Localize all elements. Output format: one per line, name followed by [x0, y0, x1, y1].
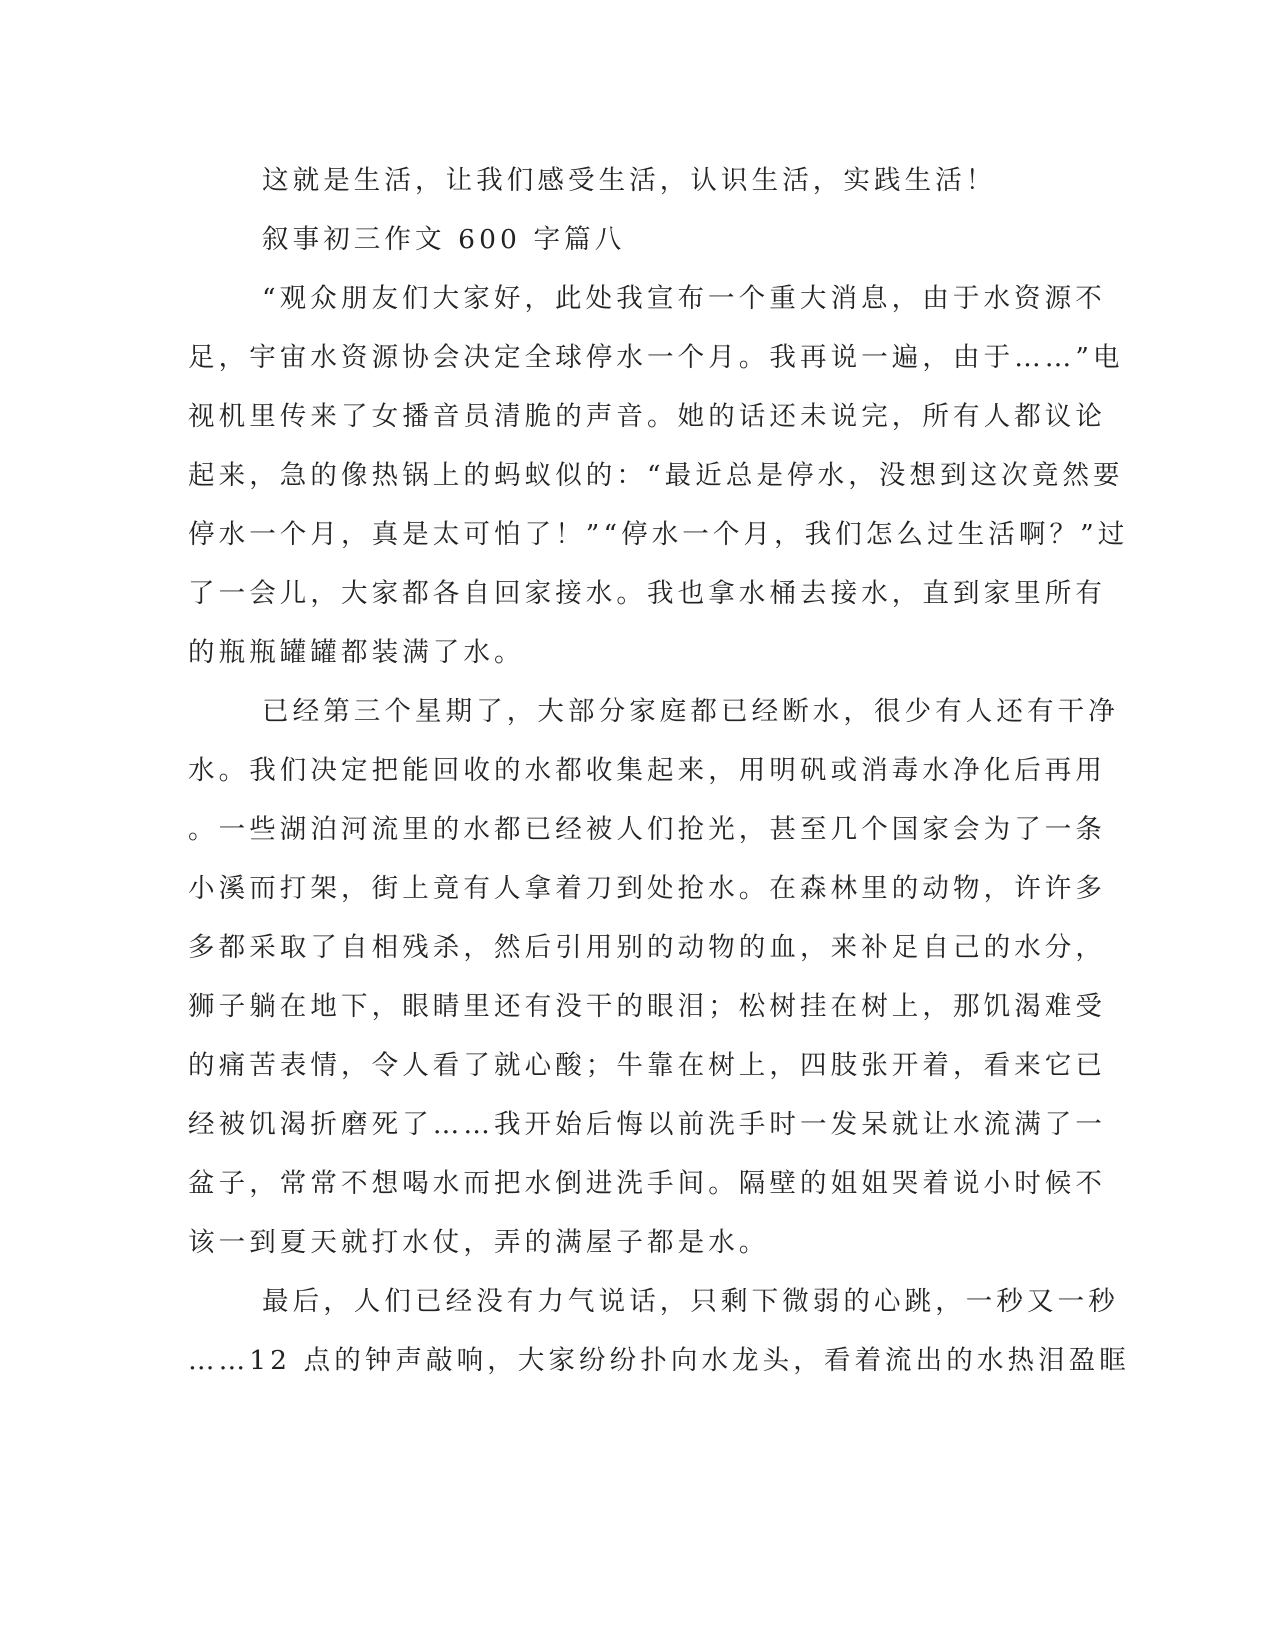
text-line: 已经第三个星期了，大部分家庭都已经断水，很少有人还有干净: [262, 696, 1119, 727]
text-line: 多都采取了自相残杀，然后引用别的动物的血，来补足自己的水分，: [188, 932, 1106, 963]
text-line: 盆子，常常不想喝水而把水倒进洗手间。隔壁的姐姐哭着说小时候不: [188, 1168, 1106, 1199]
text-line: 小溪而打架，街上竟有人拿着刀到处抢水。在森林里的动物，许许多: [188, 873, 1106, 904]
text-line: “观众朋友们大家好，此处我宣布一个重大消息，由于水资源不: [262, 283, 1106, 314]
text-line: 的痛苦表情，令人看了就心酸；牛靠在树上，四肢张开着，看来它已: [188, 1050, 1106, 1081]
text-line: 。一些湖泊河流里的水都已经被人们抢光，甚至几个国家会为了一条: [188, 814, 1106, 845]
text-line: ……12 点的钟声敲响，大家纷纷扑向水龙头，看着流出的水热泪盈眶: [188, 1345, 1130, 1376]
text-line: 的瓶瓶罐罐都装满了水。: [188, 637, 525, 668]
text-line: 视机里传来了女播音员清脆的声音。她的话还未说完，所有人都议论: [188, 401, 1106, 432]
text-line: 停水一个月，真是太可怕了！”“停水一个月，我们怎么过生活啊？”过: [188, 519, 1129, 550]
text-line: 足，宇宙水资源协会决定全球停水一个月。我再说一遍，由于……”电: [188, 342, 1124, 373]
closing-line: 这就是生活，让我们感受生活，认识生活，实践生活！: [262, 165, 997, 196]
text-line: 狮子躺在地下，眼睛里还有没干的眼泪；松树挂在树上，那饥渴难受: [188, 991, 1106, 1022]
text-line: 该一到夏天就打水仗，弄的满屋子都是水。: [188, 1227, 770, 1258]
text-line: 经被饥渴折磨死了……我开始后悔以前洗手时一发呆就让水流满了一: [188, 1109, 1106, 1140]
section-title: 叙事初三作文 600 字篇八: [262, 224, 626, 255]
text-line: 起来，急的像热锅上的蚂蚁似的：“最近总是停水，没想到这次竟然要: [188, 460, 1124, 491]
text-line: 最后，人们已经没有力气说话，只剩下微弱的心跳，一秒又一秒: [262, 1286, 1119, 1317]
text-line: 了一会儿，大家都各自回家接水。我也拿水桶去接水，直到家里所有: [188, 578, 1106, 609]
text-line: 水。我们决定把能回收的水都收集起来，用明矾或消毒水净化后再用: [188, 755, 1106, 786]
